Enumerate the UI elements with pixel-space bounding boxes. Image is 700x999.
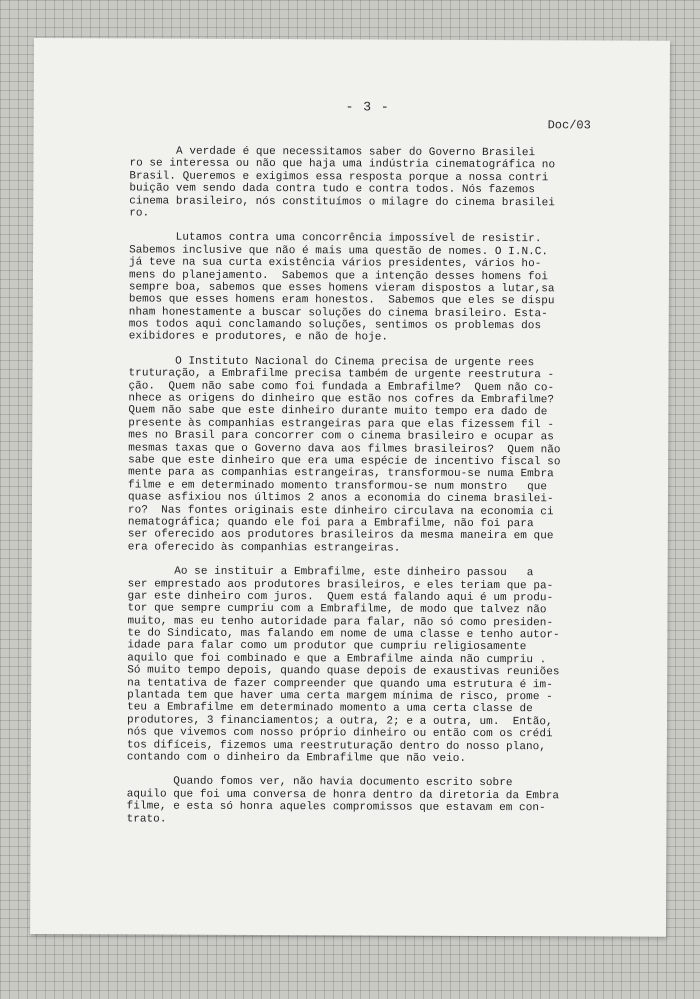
page-number: - 3 - (345, 99, 390, 115)
paragraph (129, 145, 649, 222)
text-line: gar este dinheiro com juros. Quem está falando aqui é um produ- (127, 590, 554, 605)
document-reference: Doc/03 (547, 118, 591, 133)
text-line: mos todos aqui conclamando soluções, sentimos os problemas dos (128, 318, 542, 333)
text-line: aquilo que foi combinado e que a Embrafilme ainda não cumpriu . (127, 652, 547, 667)
text-line: cinema brasileiro, nós constituímos o milagre do cinema brasilei (129, 194, 555, 209)
text-line: ro? Nas fontes originais este dinheiro circulava na economia ci (127, 503, 554, 518)
text-line: mes no Brasil para concorrer com o cinema brasileiro e ocupar as (128, 429, 554, 444)
text-line: trato. (126, 812, 167, 826)
text-line: te do Sindicato, mas falando em nome de uma classe e tenho autor- (127, 627, 560, 642)
text-line: Quando fomos ver, não havia documento escrito sobre (126, 775, 513, 790)
text-line: ro se interessa ou não que haja uma indústria cinematográfica no (129, 157, 556, 172)
paragraph (127, 566, 648, 767)
text-line: nós que vivemos com nosso próprio dinheiro ou então com os crédi (126, 726, 553, 741)
text-line: exibidores e produtores, e não de hoje. (128, 330, 389, 345)
text-line: Sabemos inclusive que não é mais uma questão de nomes. O I.N.C. (129, 244, 549, 258)
text-line: produtores, 3 financiamentos; a outra, 2; e a outra, um. Então, (126, 714, 553, 729)
text-line: já teve na sua curta existência vários presidentes, vários ho- (128, 256, 542, 271)
text-line: mesmas taxas que o Governo dava aos filmes brasileiros? Quem não (128, 442, 561, 456)
text-line: idade para falar como um produtor que cumpriu religiosamente (127, 639, 527, 654)
text-line: nematográfica; quando ele foi para a Embrafilme, não foi para (127, 516, 534, 531)
text-line: bemos que esses homens eram honestos. Sabemos que eles se dispu (128, 293, 555, 308)
text-line: filme e em determinado momento transformou-se num monstro que (128, 479, 548, 494)
text-line: ser oferecido aos produtores brasileiros da mesma maneira em que (127, 528, 554, 543)
paper-sheet (30, 38, 670, 937)
text-line: nham honestamente a buscar soluções do cinema brasileiro. Esta- (128, 306, 548, 320)
text-line: ser emprestado aos produtores brasileiros, e eles teriam que pa- (127, 577, 554, 592)
paragraph (128, 355, 649, 556)
text-line: nhece as origens do dinheiro que estão nos cofres da Embrafilme? (128, 392, 555, 407)
text-line: aquilo que foi uma conversa de honra dentro da diretoria da Embra (126, 788, 560, 803)
text-line: ção. Quem não sabe como foi fundada a Embrafilme? Quem não co- (128, 380, 555, 394)
typewritten-body (127, 145, 650, 827)
text-line: Brasil. Queremos e exigimos essa resposta porque a nossa contri (129, 170, 549, 185)
paragraph (127, 776, 647, 828)
text-line: buição vem sendo dada contra tudo e contra todos. Nós fazemos (129, 182, 536, 197)
text-line: O Instituto Nacional do Cinema precisa de urgente rees (128, 355, 535, 370)
text-line: plantada tem que haver uma certa margem mínima de risco, prome - (127, 689, 553, 704)
text-line: Quem não sabe que este dinheiro durante muito tempo era dado de (128, 404, 548, 419)
text-line: filme, e esta só honra aqueles compromissos que estavam em con- (126, 800, 546, 815)
text-line: ro. (129, 207, 150, 220)
text-line: mente para as companhias estrangeiras, transformou-se numa Embra (128, 466, 554, 481)
text-line: tor que sempre cumpriu com a Embrafilme, de modo que talvez não (127, 602, 547, 617)
text-line: era oferecido às companhias estrangeiras. (127, 541, 401, 555)
text-line: quase asfixiou nos últimos 2 anos a economia do cinema brasilei- (127, 491, 554, 506)
text-line: na tentativa de fazer compreender que quando uma estrutura é im- (127, 677, 553, 691)
text-line: truturação, a Embrafilme precisa também de urgente reestrutura - (128, 367, 555, 382)
text-line: contando com o dinheiro da Embrafilme que não veio. (126, 751, 467, 765)
text-line: mens do planejamento. Sabemos que a intenção desses homens foi (128, 268, 549, 283)
text-line: tos difíceis, fizemos uma reestruturação dentro do nosso plano, (126, 738, 546, 753)
text-line: Ao se instituir a Embrafilme, este dinheiro passou a (127, 565, 534, 580)
text-line: Lutamos contra uma concorrência impossível de resistir. (129, 231, 542, 246)
text-line: sempre boa, sabemos que esses homens vieram dispostos a lutar,sa (128, 281, 555, 296)
text-line: A verdade é que necessitamos saber do Governo Brasilei (129, 145, 536, 160)
text-line: Só muito tempo depois, quando quase depois de exaustivas reuniões (127, 664, 560, 679)
paragraph (129, 232, 649, 346)
text-line: sabe que este dinheiro que era uma espécie de incentivo fiscal so (128, 454, 561, 469)
text-line: muito, mas eu tenho autoridade para falar, não só como presiden- (127, 615, 554, 629)
text-line: teu a Embrafilme em determinado momento a uma certa classe de (127, 701, 533, 716)
text-line: presente às companhias estrangeiras para que elas fizessem fil - (128, 417, 555, 432)
